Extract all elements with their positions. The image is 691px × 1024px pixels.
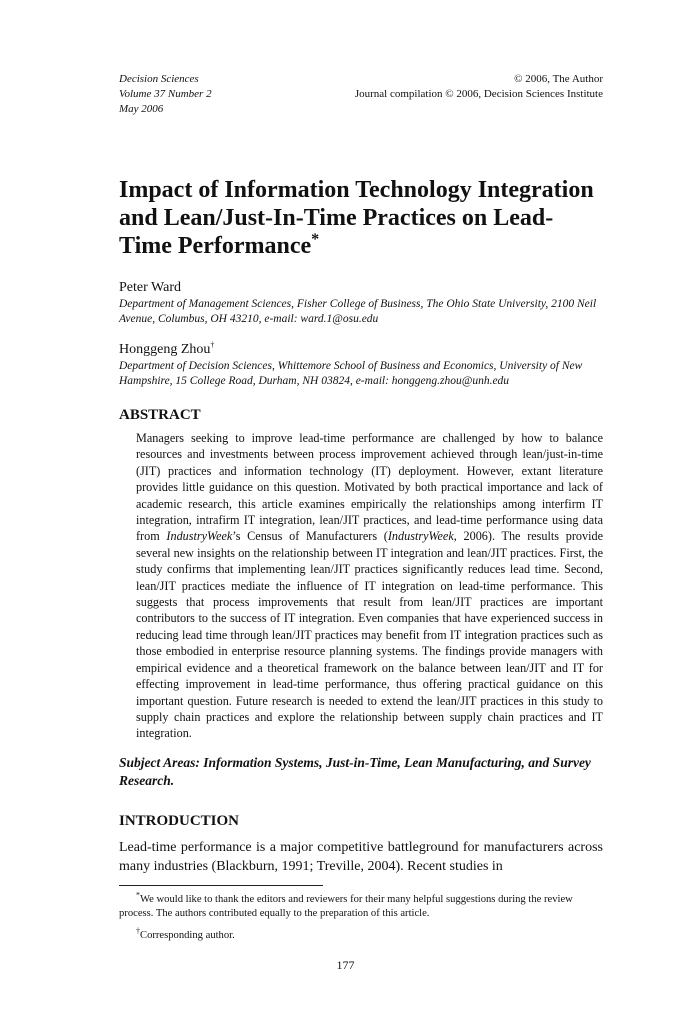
article-title-text: Impact of Information Technology Integration and Lean/Just-In-Time Practices on Lead-Time Performance bbox=[119, 177, 594, 259]
author-1-name-text: Peter Ward bbox=[119, 280, 181, 295]
author-2-mark: † bbox=[210, 340, 215, 350]
footnote-divider bbox=[119, 885, 323, 886]
author-2-name bbox=[119, 341, 214, 358]
journal-info bbox=[119, 72, 212, 117]
abstract-text-2: ’s Census of Manufacturers ( bbox=[232, 529, 388, 544]
footnote-2-text: Corresponding author. bbox=[140, 930, 235, 941]
abstract-text-3: , 2006). The results provide several new insights on the relationship between IT integration and lean/JIT practices. First, the study confirms that implementing lean/JIT practices significantly reduces lead time. Second, lean/JIT practices mediate the influence of IT integration on lead-time performance. This suggests that process improvements that result from lean/JIT practices are important contributors to the success of IT integration. Even companies that have experienced success in reducing lead time through lean/JIT practices may benefit from IT integration practices such as those embodied in enterprise resource planning systems. The findings provide managers with empirical evidence and a theoretical framework on the balance between lean/JIT and IT for effecting improvement in lead-time performance, thus offering practical guidance on this important question. Future research is needed to extend the lean/JIT practices in this study to supply chain practices and explore the relationship between supply chain practices and IT integration. bbox=[136, 529, 603, 741]
journal-volume: Volume 37 Number 2 bbox=[119, 88, 212, 100]
copyright-author: © 2006, The Author bbox=[514, 73, 603, 85]
author-1-affiliation: Department of Management Sciences, Fisher College of Business, The Ohio State University, 2100 Neil Avenue, Columbus, OH 43210, e-mail: ward.1@osu.edu bbox=[119, 298, 597, 325]
title-footnote-mark: * bbox=[311, 231, 320, 248]
footnote-corresponding bbox=[119, 926, 603, 943]
author-1-name bbox=[119, 279, 181, 296]
abstract-italic-2: IndustryWeek bbox=[387, 529, 454, 544]
journal-name: Decision Sciences bbox=[119, 73, 199, 85]
abstract-text-1: Managers seeking to improve lead-time performance are challenged by how to balance resources and investments between process improvement achieved through lean/just-in-time (JIT) practices and information technology (IT) deployment. However, extant literature provides little guidance on this question. Motivated by both practical importance and lack of academic research, this article examines empirically the relationships among interfirm IT integration, intrafirm IT integration, lean/JIT practices, and lead-time performance using data from bbox=[136, 431, 603, 544]
journal-date: May 2006 bbox=[119, 103, 164, 115]
footnote-2-mark: † bbox=[136, 926, 140, 936]
footnote-acknowledgment bbox=[119, 890, 603, 921]
copyright-compilation: Journal compilation © 2006, Decision Sciences Institute bbox=[354, 88, 603, 100]
footnote-1-mark: * bbox=[136, 890, 140, 900]
subject-areas: Subject Areas: Information Systems, Just-in-Time, Lean Manufacturing, and Survey Research. bbox=[119, 755, 591, 788]
abstract-heading: ABSTRACT bbox=[119, 407, 201, 423]
introduction-text: Lead-time performance is a major competitive battleground for manufacturers across many industries (Blackburn, 1991; Treville, 2004). Recent studies in bbox=[119, 840, 603, 874]
copyright-info bbox=[355, 72, 603, 102]
page-number: 177 bbox=[336, 958, 355, 972]
abstract-italic-1: IndustryWeek bbox=[166, 529, 233, 544]
introduction-heading: INTRODUCTION bbox=[119, 813, 240, 829]
author-2-name-text: Honggeng Zhou bbox=[119, 342, 211, 357]
footnote-1-text: We would like to thank the editors and reviewers for their many helpful suggestions during the review process. The authors contributed equally to the preparation of this article. bbox=[119, 894, 573, 919]
abstract-body bbox=[136, 430, 603, 742]
article-title bbox=[119, 176, 599, 260]
author-2-affiliation: Department of Decision Sciences, Whittemore School of Business and Economics, University of New Hampshire, 15 College Road, Durham, NH 03824, e-mail: honggeng.zhou@unh.edu bbox=[119, 360, 583, 387]
